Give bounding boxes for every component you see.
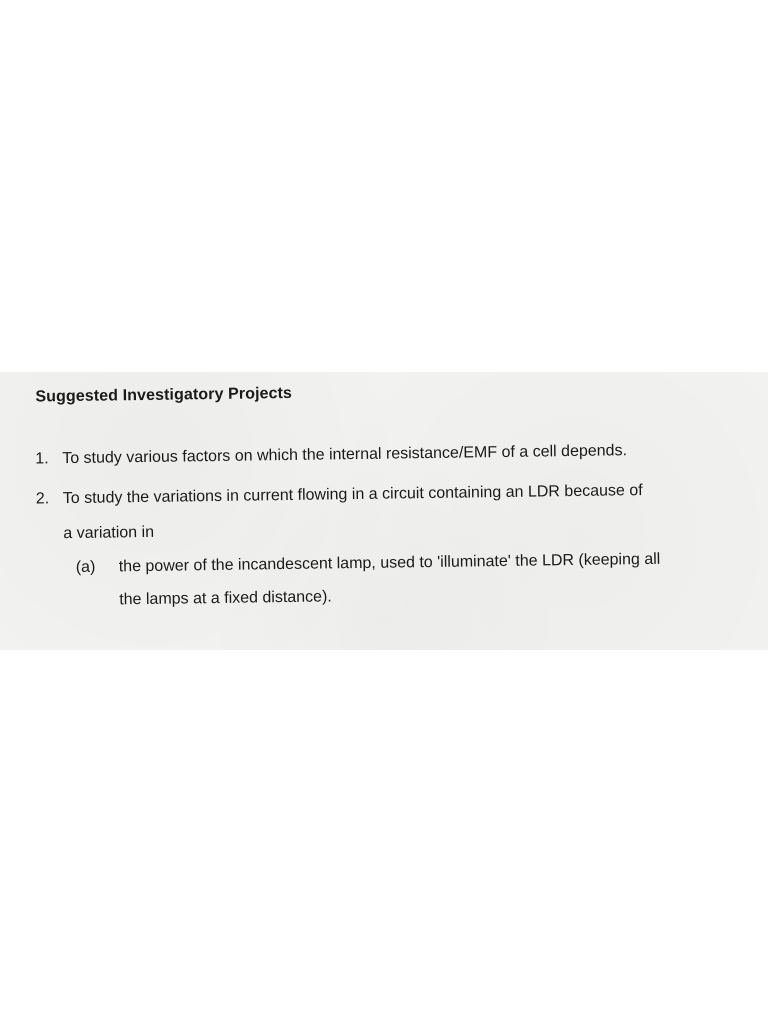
- scanned-document-strip: [0, 372, 768, 650]
- list-item-2-number: 2.: [35, 490, 50, 508]
- list-item-2: [36, 471, 757, 551]
- sub-item-a: [76, 541, 767, 617]
- list-item-2-text-line2: a variation in: [63, 523, 155, 543]
- sub-item-a-label: (a): [75, 558, 96, 576]
- list-item-1-number: 1.: [35, 450, 49, 468]
- document-heading: Suggested Investigatory Projects: [35, 384, 293, 406]
- list-item-1: [35, 433, 627, 476]
- sub-item-a-text-line2: the lamps at a fixed distance).: [119, 588, 332, 609]
- list-item-2-text-line1: To study the variations in current flowing in a circuit containing an LDR because of: [62, 482, 643, 508]
- sub-item-a-text-line1: the power of the incandescent lamp, used to 'illuminate' the LDR (keeping all: [118, 550, 661, 576]
- list-item-1-text: To study various factors on which the internal resistance/EMF of a cell depends.: [62, 442, 628, 468]
- document-content: [0, 361, 768, 650]
